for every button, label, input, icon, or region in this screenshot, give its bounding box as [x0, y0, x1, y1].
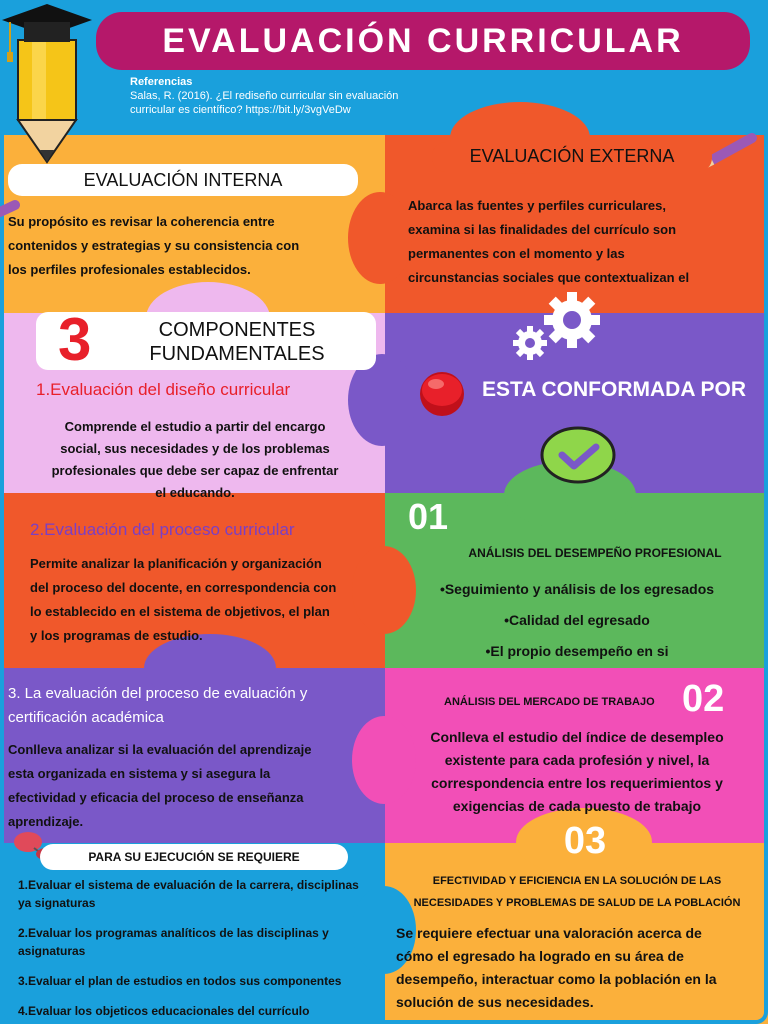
- item02-heading: ANÁLISIS DEL MERCADO DE TRABAJO: [444, 696, 655, 708]
- item01-number: 01: [408, 496, 449, 537]
- item03-heading: [392, 870, 762, 914]
- text-line: el educando.: [155, 485, 235, 500]
- text-line: examina si las finalidades del currículo son: [408, 222, 677, 237]
- heading-line: NECESIDADES Y PROBLEMAS DE SALUD DE LA POBLACIÓN: [413, 897, 741, 909]
- bullet-item: •Calidad del egresado: [504, 612, 650, 628]
- external-text: [408, 194, 740, 290]
- red-button-icon: [420, 372, 464, 416]
- execution-item: [18, 924, 384, 960]
- text-line: profesionales que debe ser capaz de enfrentar: [51, 463, 339, 478]
- text-line: existente para cada profesión y nivel, la: [444, 752, 710, 768]
- execution-item: [18, 972, 384, 990]
- text-line: exigencias de cada puesto de trabajo: [452, 798, 702, 814]
- execution-item: [18, 1002, 384, 1020]
- text-line: Su propósito es revisar la coherencia entre: [8, 214, 275, 229]
- text-line: aprendizaje.: [8, 814, 84, 829]
- text-line: desempeño, interactuar como la población en la: [396, 971, 717, 987]
- heading-line: certificación académica: [8, 709, 164, 726]
- text-line: y los programas de estudio.: [30, 628, 203, 643]
- text-line: Conlleva analizar si la evaluación del aprendizaje: [8, 742, 312, 757]
- text-line: 4.Evaluar los objeticos educacionales del currículo: [18, 1004, 310, 1018]
- comp2-text: [30, 552, 376, 648]
- text-line: efectividad y eficacia del proceso de enseñanza: [8, 790, 304, 805]
- components-number: 3: [58, 306, 92, 373]
- text-line: los perfiles profesionales establecidos.: [8, 262, 251, 277]
- text-line: 2.Evaluar los programas analíticos de las disciplinas y: [18, 926, 329, 940]
- text-line: circunstancias sociales que contextualizan el: [408, 270, 690, 285]
- item01-bullets: [392, 574, 762, 667]
- execution-list: [18, 876, 384, 1020]
- comp1-text: [10, 416, 380, 504]
- internal-heading: EVALUACIÓN INTERNA: [83, 170, 283, 190]
- references-line: curricular es científico? https://bit.ly/3vgVeDw: [130, 104, 351, 116]
- text-line: Comprende el estudio a partir del encargo: [64, 419, 326, 434]
- internal-text: [8, 210, 348, 282]
- components-line: FUNDAMENTALES: [149, 343, 325, 365]
- components-label: [112, 318, 362, 366]
- references-heading: Referencias: [130, 76, 193, 88]
- text-line: esta organizada en sistema y si asegura la: [8, 766, 271, 781]
- gear-icon-small: [513, 326, 547, 360]
- item02-number: 02: [682, 678, 725, 720]
- comp3-text: [8, 738, 374, 834]
- page-title: EVALUACIÓN CURRICULAR: [162, 22, 684, 60]
- item03-number: 03: [563, 820, 607, 862]
- text-line: lo establecido en el sistema de objetivos, el plan: [30, 604, 330, 619]
- text-line: Permite analizar la planificación y organización: [30, 556, 322, 571]
- conformed-label: ESTA CONFORMADA POR: [482, 378, 747, 401]
- text-line: Se requiere efectuar una valoración acerca de: [396, 925, 702, 941]
- item03-text: [396, 922, 754, 1014]
- gear-icon-large: [544, 292, 600, 348]
- external-heading: EVALUACIÓN EXTERNA: [469, 146, 675, 166]
- text-line: 1.Evaluar el sistema de evaluación de la carrera, disciplinas: [18, 878, 359, 892]
- check-icon: [542, 428, 614, 482]
- heading-line: EFECTIVIDAD Y EFICIENCIA EN LA SOLUCIÓN DE LAS: [432, 875, 722, 887]
- comp2-heading: 2.Evaluación del proceso curricular: [30, 520, 295, 539]
- text-line: 3.Evaluar el plan de estudios en todos sus componentes: [18, 974, 342, 988]
- item02-text: [392, 726, 762, 818]
- bullet-item: •Seguimiento y análisis de los egresados: [439, 581, 715, 597]
- text-line: Abarca las fuentes y perfiles curriculares,: [408, 198, 666, 213]
- text-line: contenidos y estrategias y su consistencia con: [8, 238, 300, 253]
- execution-item: [18, 876, 384, 912]
- item01-heading: ANÁLISIS DEL DESEMPEÑO PROFESIONAL: [468, 546, 722, 560]
- comp3-heading: [8, 682, 378, 730]
- comp1-heading: 1.Evaluación del diseño curricular: [36, 380, 291, 399]
- text-line: correspondencia entre los requerimientos y: [431, 775, 723, 791]
- execution-heading: PARA SU EJECUCIÓN SE REQUIERE: [88, 850, 300, 864]
- components-line: COMPONENTES: [158, 319, 316, 341]
- text-line: permanentes con el momento y las: [408, 246, 625, 261]
- text-line: social, sus necesidades y de los problemas: [60, 441, 330, 456]
- text-line: del proceso del docente, en correspondencia con: [30, 580, 337, 595]
- text-line: asignaturas: [18, 944, 86, 958]
- text-line: solución de sus necesidades.: [396, 994, 594, 1010]
- text-line: cómo el egresado ha logrado en su área de: [396, 948, 684, 964]
- text-line: ya signaturas: [18, 896, 96, 910]
- bullet-item: •El propio desempeño en si: [485, 643, 669, 659]
- heading-line: 3. La evaluación del proceso de evaluación y: [8, 685, 308, 702]
- references-line: Salas, R. (2016). ¿El rediseño curricular sin evaluación: [130, 90, 399, 102]
- text-line: Conlleva el estudio del índice de desempleo: [430, 729, 724, 745]
